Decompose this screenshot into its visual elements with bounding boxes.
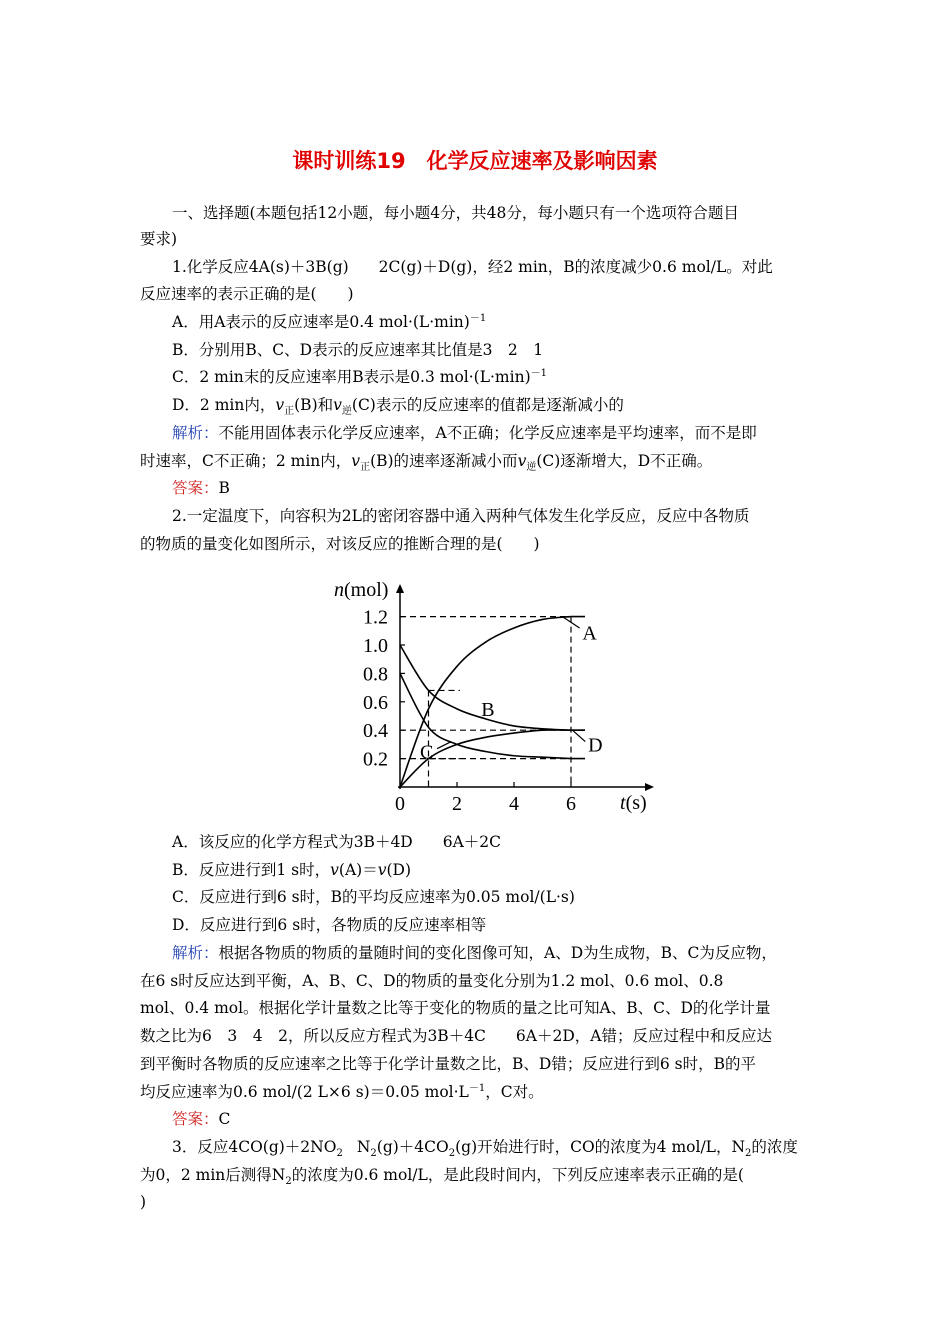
q1-analysis-text-2a: 时速率，C不正确；2 min内， bbox=[140, 452, 352, 470]
q2-analysis-sup: －1 bbox=[468, 1082, 486, 1094]
q1-option-a-text: A．用A表示的反应速率是0.4 mol·(L·min) bbox=[172, 313, 470, 331]
q2-answer-label: 答案： bbox=[172, 1110, 219, 1128]
q3-sub-5: 2 bbox=[285, 1176, 292, 1188]
q1-answer bbox=[172, 478, 230, 498]
series-B-label: B bbox=[481, 699, 495, 721]
q1-option-d-sub2: 逆 bbox=[341, 406, 352, 418]
y-tick-label: 0.6 bbox=[363, 691, 388, 714]
q2-option-b-v2: v bbox=[377, 861, 387, 879]
q1-option-d-sub1: 正 bbox=[284, 406, 295, 418]
q3-sub-2: 2 bbox=[370, 1148, 377, 1160]
y-tick-label: 0.8 bbox=[363, 663, 388, 686]
y-axis-arrow bbox=[396, 584, 404, 593]
q1-analysis-v1: v bbox=[351, 452, 361, 470]
q3-stem-line-2 bbox=[140, 1165, 744, 1188]
q3-stem-line-1 bbox=[172, 1137, 798, 1160]
q2-analysis-line-5: 到平衡时各物质的反应速率之比等于化学计量数之比，B、D错；反应进行到6 s时，B的平 bbox=[140, 1055, 756, 1073]
x-axis-label: t(s) bbox=[620, 792, 647, 814]
q1-stem-a: 1.化学反应4A(s)＋3B(g) bbox=[172, 258, 349, 276]
q1-stem-line-1 bbox=[172, 257, 773, 277]
series-D-label: D bbox=[588, 734, 603, 757]
q2-option-a-text-2: 6A＋2C bbox=[442, 833, 502, 851]
q1-answer-label: 答案： bbox=[172, 479, 219, 497]
q3-stem-line-3: ) bbox=[140, 1193, 147, 1211]
q3-text-2a: 为0，2 min后测得N bbox=[140, 1166, 286, 1184]
q2-option-a-text-1: A．该反应的化学方程式为3B＋4D bbox=[172, 833, 413, 851]
q2-analysis-label: 解析： bbox=[172, 944, 219, 962]
q2-option-d: D．反应进行到6 s时，各物质的反应速率相等 bbox=[172, 916, 487, 934]
q1-answer-value: B bbox=[218, 479, 230, 497]
q2-stem-line-2: 的物质的量变化如图所示，对该反应的推断合理的是( ) bbox=[140, 535, 540, 553]
q2-analysis-text-6a: 均反应速率为0.6 mol/(2 L×6 s)＝0.05 mol·L bbox=[140, 1083, 469, 1101]
q1-option-d bbox=[172, 395, 624, 418]
q1-analysis-text-2c: (C)逐渐增大，D不正确。 bbox=[536, 452, 713, 470]
y-axis-label: n(mol) bbox=[334, 579, 389, 601]
q1-option-d-text-3: (C)表示的反应速率的值都是逐渐减小的 bbox=[351, 396, 624, 414]
q2-option-b bbox=[172, 860, 411, 880]
q2-analysis-text-1: 根据各物质的物质的量随时间的变化图像可知，A、D为生成物，B、C为反应物， bbox=[218, 944, 777, 962]
x-tick-label: 0 bbox=[395, 793, 405, 815]
q3-text-d: (g)开始进行时，CO的浓度为4 mol/L，N bbox=[455, 1138, 746, 1156]
y-tick-label: 1.0 bbox=[363, 635, 388, 657]
q2-analysis-line-1 bbox=[172, 943, 777, 963]
q2-analysis-line-2: 在6 s时反应达到平衡，A、B、C、D的物质的量变化分别为1.2 mol、0.6 mol、0.8 bbox=[140, 972, 724, 990]
intro-line-2: 要求) bbox=[140, 230, 178, 248]
q2-answer-value: C bbox=[218, 1110, 231, 1128]
q1-option-d-v2: v bbox=[333, 396, 342, 414]
q3-sub-1: 2 bbox=[336, 1148, 343, 1160]
q3-sub-3: 2 bbox=[448, 1148, 456, 1160]
q1-analysis-text-1: 不能用固体表示化学反应速率，A不正确；化学反应速率是平均速率，而不是即 bbox=[218, 424, 757, 442]
q1-analysis-sub2: 逆 bbox=[526, 462, 537, 474]
q1-analysis-line-1 bbox=[172, 423, 757, 443]
q2-stem-line-1: 2.一定温度下，向容积为2L的密闭容器中通入两种气体发生化学反应，反应中各物质 bbox=[172, 507, 750, 525]
q1-option-b: B．分别用B、C、D表示的反应速率其比值是3 2 1 bbox=[172, 341, 544, 359]
x-tick-label: 6 bbox=[566, 793, 576, 815]
q1-option-c bbox=[172, 367, 547, 387]
q1-option-c-text: C．2 min末的反应速率用B表示是0.3 mol·(L·min) bbox=[172, 368, 531, 386]
q1-analysis-label: 解析： bbox=[172, 424, 219, 442]
q1-option-a bbox=[172, 312, 486, 332]
q1-analysis-sub1: 正 bbox=[360, 462, 371, 474]
q1-option-d-text-2: (B)和 bbox=[294, 396, 334, 414]
q1-option-a-sup: －1 bbox=[469, 312, 487, 324]
q1-analysis-line-2 bbox=[140, 451, 713, 474]
x-tick-label: 2 bbox=[452, 793, 462, 815]
q3-text-a: 3．反应4CO(g)＋2NO bbox=[172, 1138, 337, 1156]
q3-sub-4: 2 bbox=[745, 1148, 752, 1160]
q2-option-b-text-3: (D) bbox=[386, 861, 411, 879]
q2-analysis-line-6 bbox=[140, 1082, 544, 1102]
intro-line-1: 一、选择题(本题包括12小题，每小题4分，共48分，每小题只有一个选项符合题目 bbox=[172, 204, 739, 222]
y-tick-label: 1.2 bbox=[363, 606, 388, 629]
q3-text-c: (g)＋4CO bbox=[376, 1138, 449, 1156]
q2-option-a bbox=[172, 832, 501, 852]
q1-option-d-text-1: D．2 min内， bbox=[172, 396, 276, 414]
series-D-leader bbox=[572, 730, 585, 741]
q1-analysis-text-2b: (B)的速率逐渐减小而 bbox=[370, 452, 518, 470]
q1-option-d-v1: v bbox=[275, 396, 285, 414]
q2-analysis-text-6b: ，C对。 bbox=[485, 1083, 544, 1101]
q2-option-c: C．反应进行到6 s时，B的平均反应速率为0.05 mol/(L·s) bbox=[172, 888, 575, 906]
q3-text-b: N bbox=[356, 1138, 371, 1156]
y-tick-label: 0.2 bbox=[363, 748, 388, 771]
series-C-label: C bbox=[419, 741, 434, 764]
q2-analysis-line-3: mol、0.4 mol。根据化学计量数之比等于变化的物质的量之比可知A、B、C、D的化学计量 bbox=[140, 999, 771, 1017]
reaction-chart bbox=[320, 565, 665, 815]
q3-text-2b: 的浓度为0.6 mol/L，是此段时间内，下列反应速率表示正确的是( bbox=[291, 1166, 744, 1184]
q3-text-e: 的浓度 bbox=[751, 1138, 798, 1156]
q2-analysis-text-4b: 6A＋2D，A错；反应过程中和反应达 bbox=[515, 1027, 772, 1045]
q1-stem-line-2: 反应速率的表示正确的是( ) bbox=[140, 285, 354, 303]
q1-stem-b: 2C(g)＋D(g)，经2 min，B的浓度减少0.6 mol/L。对此 bbox=[378, 258, 773, 276]
q2-option-b-text-2: (A)＝ bbox=[338, 861, 378, 879]
y-tick-label: 0.4 bbox=[363, 720, 388, 743]
page-title: 课时训练19 化学反应速率及影响因素 bbox=[292, 149, 658, 173]
q2-analysis-text-4a: 数之比为6 3 4 2，所以反应方程式为3B＋4C bbox=[140, 1027, 486, 1045]
x-axis-arrow bbox=[645, 783, 654, 791]
x-tick-label: 4 bbox=[509, 793, 519, 815]
q2-option-b-text-1: B．反应进行到1 s时， bbox=[172, 861, 331, 879]
q1-analysis-v2: v bbox=[517, 452, 527, 470]
q2-answer bbox=[172, 1109, 230, 1129]
q1-option-c-sup: －1 bbox=[530, 367, 547, 379]
q2-analysis-line-4 bbox=[140, 1026, 772, 1046]
q2-option-b-v1: v bbox=[330, 861, 339, 879]
series-A-label: A bbox=[582, 622, 597, 645]
